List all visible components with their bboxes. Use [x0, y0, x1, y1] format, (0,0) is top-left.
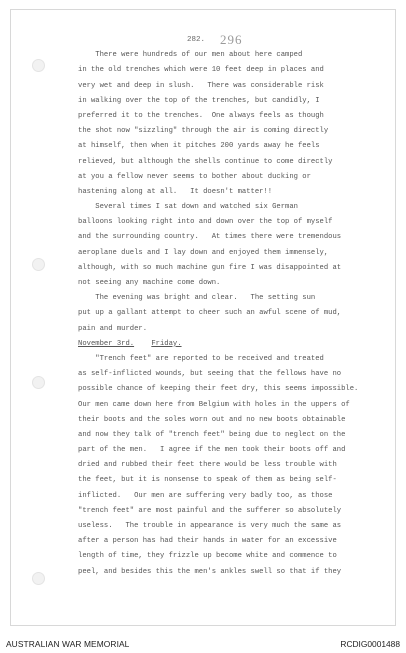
document-reference: RCDIG0001488 — [340, 639, 400, 649]
handwritten-page-number: 296 — [220, 32, 243, 47]
text-line: useless. The trouble in appearance is very much the same as — [78, 522, 342, 530]
text-line: as self-inflicted wounds, but seeing that the fellows have no — [78, 370, 342, 379]
text-line: in walking over the top of the trenches, but candidly, I — [78, 96, 320, 105]
typed-page-number: 282. — [187, 36, 206, 44]
institution-name: AUSTRALIAN WAR MEMORIAL — [6, 639, 130, 649]
text-line: in the old trenches which were 10 feet deep in places and — [78, 66, 324, 75]
text-line: hastening along at all. It doesn't matter!! — [78, 187, 273, 196]
text-line: dried and rubbed their feet there would be less trouble with — [78, 461, 337, 470]
text-line: the feet, but it is nonsense to speak of them as being self- — [78, 476, 337, 485]
text-line: pain and murder. — [78, 324, 148, 333]
text-line: "trench feet" are most painful and the sufferer so absolutely — [78, 506, 342, 515]
text-line: and now they talk of "trench feet" being due to neglect on the — [78, 430, 346, 439]
heading-date: November 3rd. — [78, 339, 135, 348]
text-line: the shot now "sizzling" through the air is coming directly — [78, 127, 329, 136]
text-line: very wet and deep in slush. There was considerable risk — [78, 81, 324, 90]
punch-hole — [32, 258, 45, 271]
text-line: "Trench feet" are reported to be received and treated — [78, 354, 324, 363]
text-line: length of time, they frizzle up become white and commence to — [78, 552, 337, 561]
text-line: peel, and besides this the men's ankles swell so that if they — [78, 567, 342, 576]
typed-diary-text — [78, 33, 378, 580]
date-heading — [78, 337, 378, 352]
text-line: Our men came down here from Belgium with holes in the uppers of — [78, 400, 350, 409]
text-line: at you a fellow never seems to bother about ducking or — [78, 172, 311, 181]
text-line: There were hundreds of our men about here camped — [78, 51, 303, 60]
text-line: at himself, then when it pitches 200 yards away he feels — [78, 142, 320, 151]
text-line: The evening was bright and clear. The setting sun — [78, 294, 316, 303]
text-line: their boots and the soles worn out and no new boots obtainable — [78, 415, 346, 424]
punch-hole — [32, 572, 45, 585]
heading-day: Friday. — [151, 339, 182, 348]
text-line: balloons looking right into and down over the top of myself — [78, 218, 333, 227]
text-line: Several times I sat down and watched six German — [78, 203, 298, 212]
archive-footer — [0, 636, 406, 653]
text-line: preferred it to the trenches. One always feels as though — [78, 111, 324, 120]
text-line: after a person has had their hands in water for an excessive — [78, 537, 337, 546]
text-line: although, with so much machine gun fire I was disappointed at — [78, 263, 342, 272]
text-line: relieved, but although the shells continue to come directly — [78, 157, 333, 166]
text-line: put up a gallant attempt to cheer such an awful scene of mud, — [78, 309, 342, 318]
text-line: and the surrounding country. At times there were tremendous — [78, 233, 342, 242]
punch-hole — [32, 59, 45, 72]
text-line: aeroplane duels and I lay down and enjoyed them immensely, — [78, 248, 329, 257]
punch-hole — [32, 376, 45, 389]
text-line: possible chance of keeping their feet dry, this seems impossible. — [78, 385, 359, 394]
text-line: inflicted. Our men are suffering very badly too, as those — [78, 491, 333, 500]
text-line: part of the men. I agree if the men took their boots off and — [78, 446, 346, 455]
text-line: not seeing any machine come down. — [78, 279, 221, 287]
